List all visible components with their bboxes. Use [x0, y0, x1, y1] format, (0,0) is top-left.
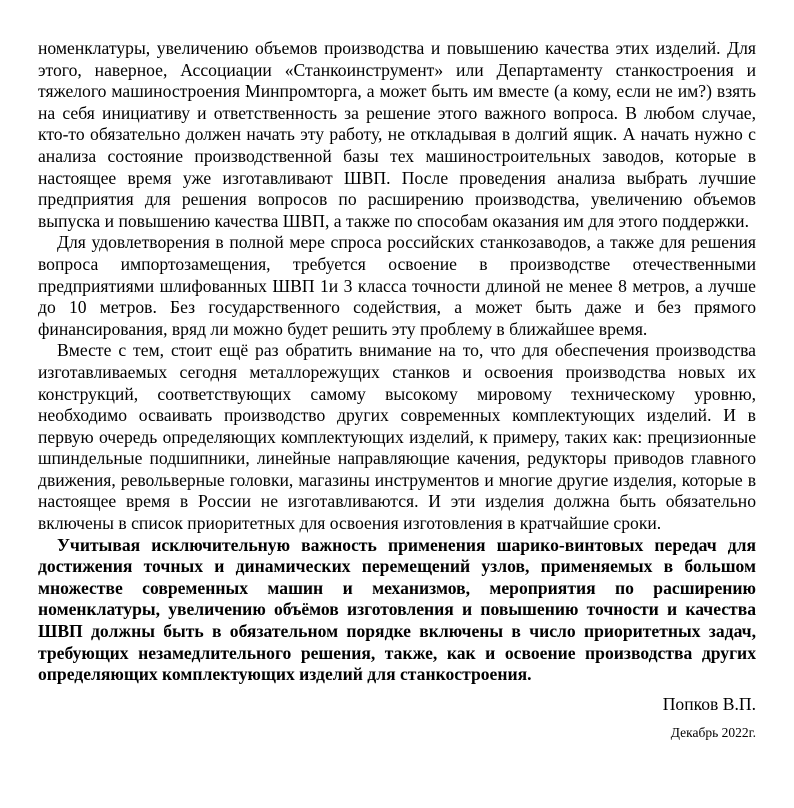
paragraph-conclusion: Учитывая исключительную важность применения шарико-винтовых передач для достижения точных и динамических перемещений узлов, применяемых в большом множестве современных машин и механизмов, мероприятия по расширению номенклатуры, увеличению объёмов изготовления и повышению точности и качества ШВП должны быть в обязательном порядке включены в число приоритетных задач, требующих незамедлительного решения, также, как и освоение производства других определяющих комплектующих изделий для станкостроения.	[38, 534, 756, 685]
paragraph-components: Вместе с тем, стоит ещё раз обратить внимание на то, что для обеспечения производства изготавливаемых сегодня металлорежущих станков и освоения производства новых их конструкций, соответствующих самому высокому мировому техническому уровню, необходимо осваивать производство других современных комплектующих изделий. И в первую очередь определяющих комплектующих изделий, к примеру, таких как: прецизионные шпиндельные подшипники, линейные направляющие качения, редукторы приводов главного движения, револьверные головки, магазины инструментов и многие другие изделия, которые в настоящее время в России не изготавливаются. И эти изделия должна быть обязательно включены в список приоритетных для освоения изготовления в кратчайшие сроки.	[38, 340, 756, 534]
author-signature: Попков В.П.	[662, 693, 756, 714]
paragraph-import-substitution: Для удовлетворения в полной мере спроса российских станкозаводов, а также для решения вопроса импортозамещения, требуется освоение в производстве отечественными предприятиями шлифованных ШВП 1и 3 класса точности длиной не менее 8 метров, а лучше до 10 метров. Без государственного содействия, а может быть даже и без прямого финансирования, вряд ли можно будет решить эту проблему в ближайшее время.	[38, 232, 756, 339]
paragraph-continuation: номенклатуры, увеличению объемов производства и повышению качества этих изделий. Для этого, наверное, Ассоциации «Станкоинструмент» или Департаменту станкостроения и тяжелого машиностроения Минпромторга, а может быть им вместе (а кому, если не им?) взять на себя инициативу и ответственность за решение этого важного вопроса. В любом случае, кто-то обязательно должен начать эту работу, не откладывая в долгий ящик. А начать нужно с анализа состояние производственной базы тех машиностроительных заводов, которые в настоящее время уже изготавливают ШВП. После проведения анализа выбрать лучшие предприятия для решения вопросов по расширению производства, увеличению объемов выпуска и повышению качества ШВП, а также по способам оказания им для этого поддержки.	[38, 38, 756, 231]
document-date: Декабрь 2022г.	[670, 725, 756, 741]
